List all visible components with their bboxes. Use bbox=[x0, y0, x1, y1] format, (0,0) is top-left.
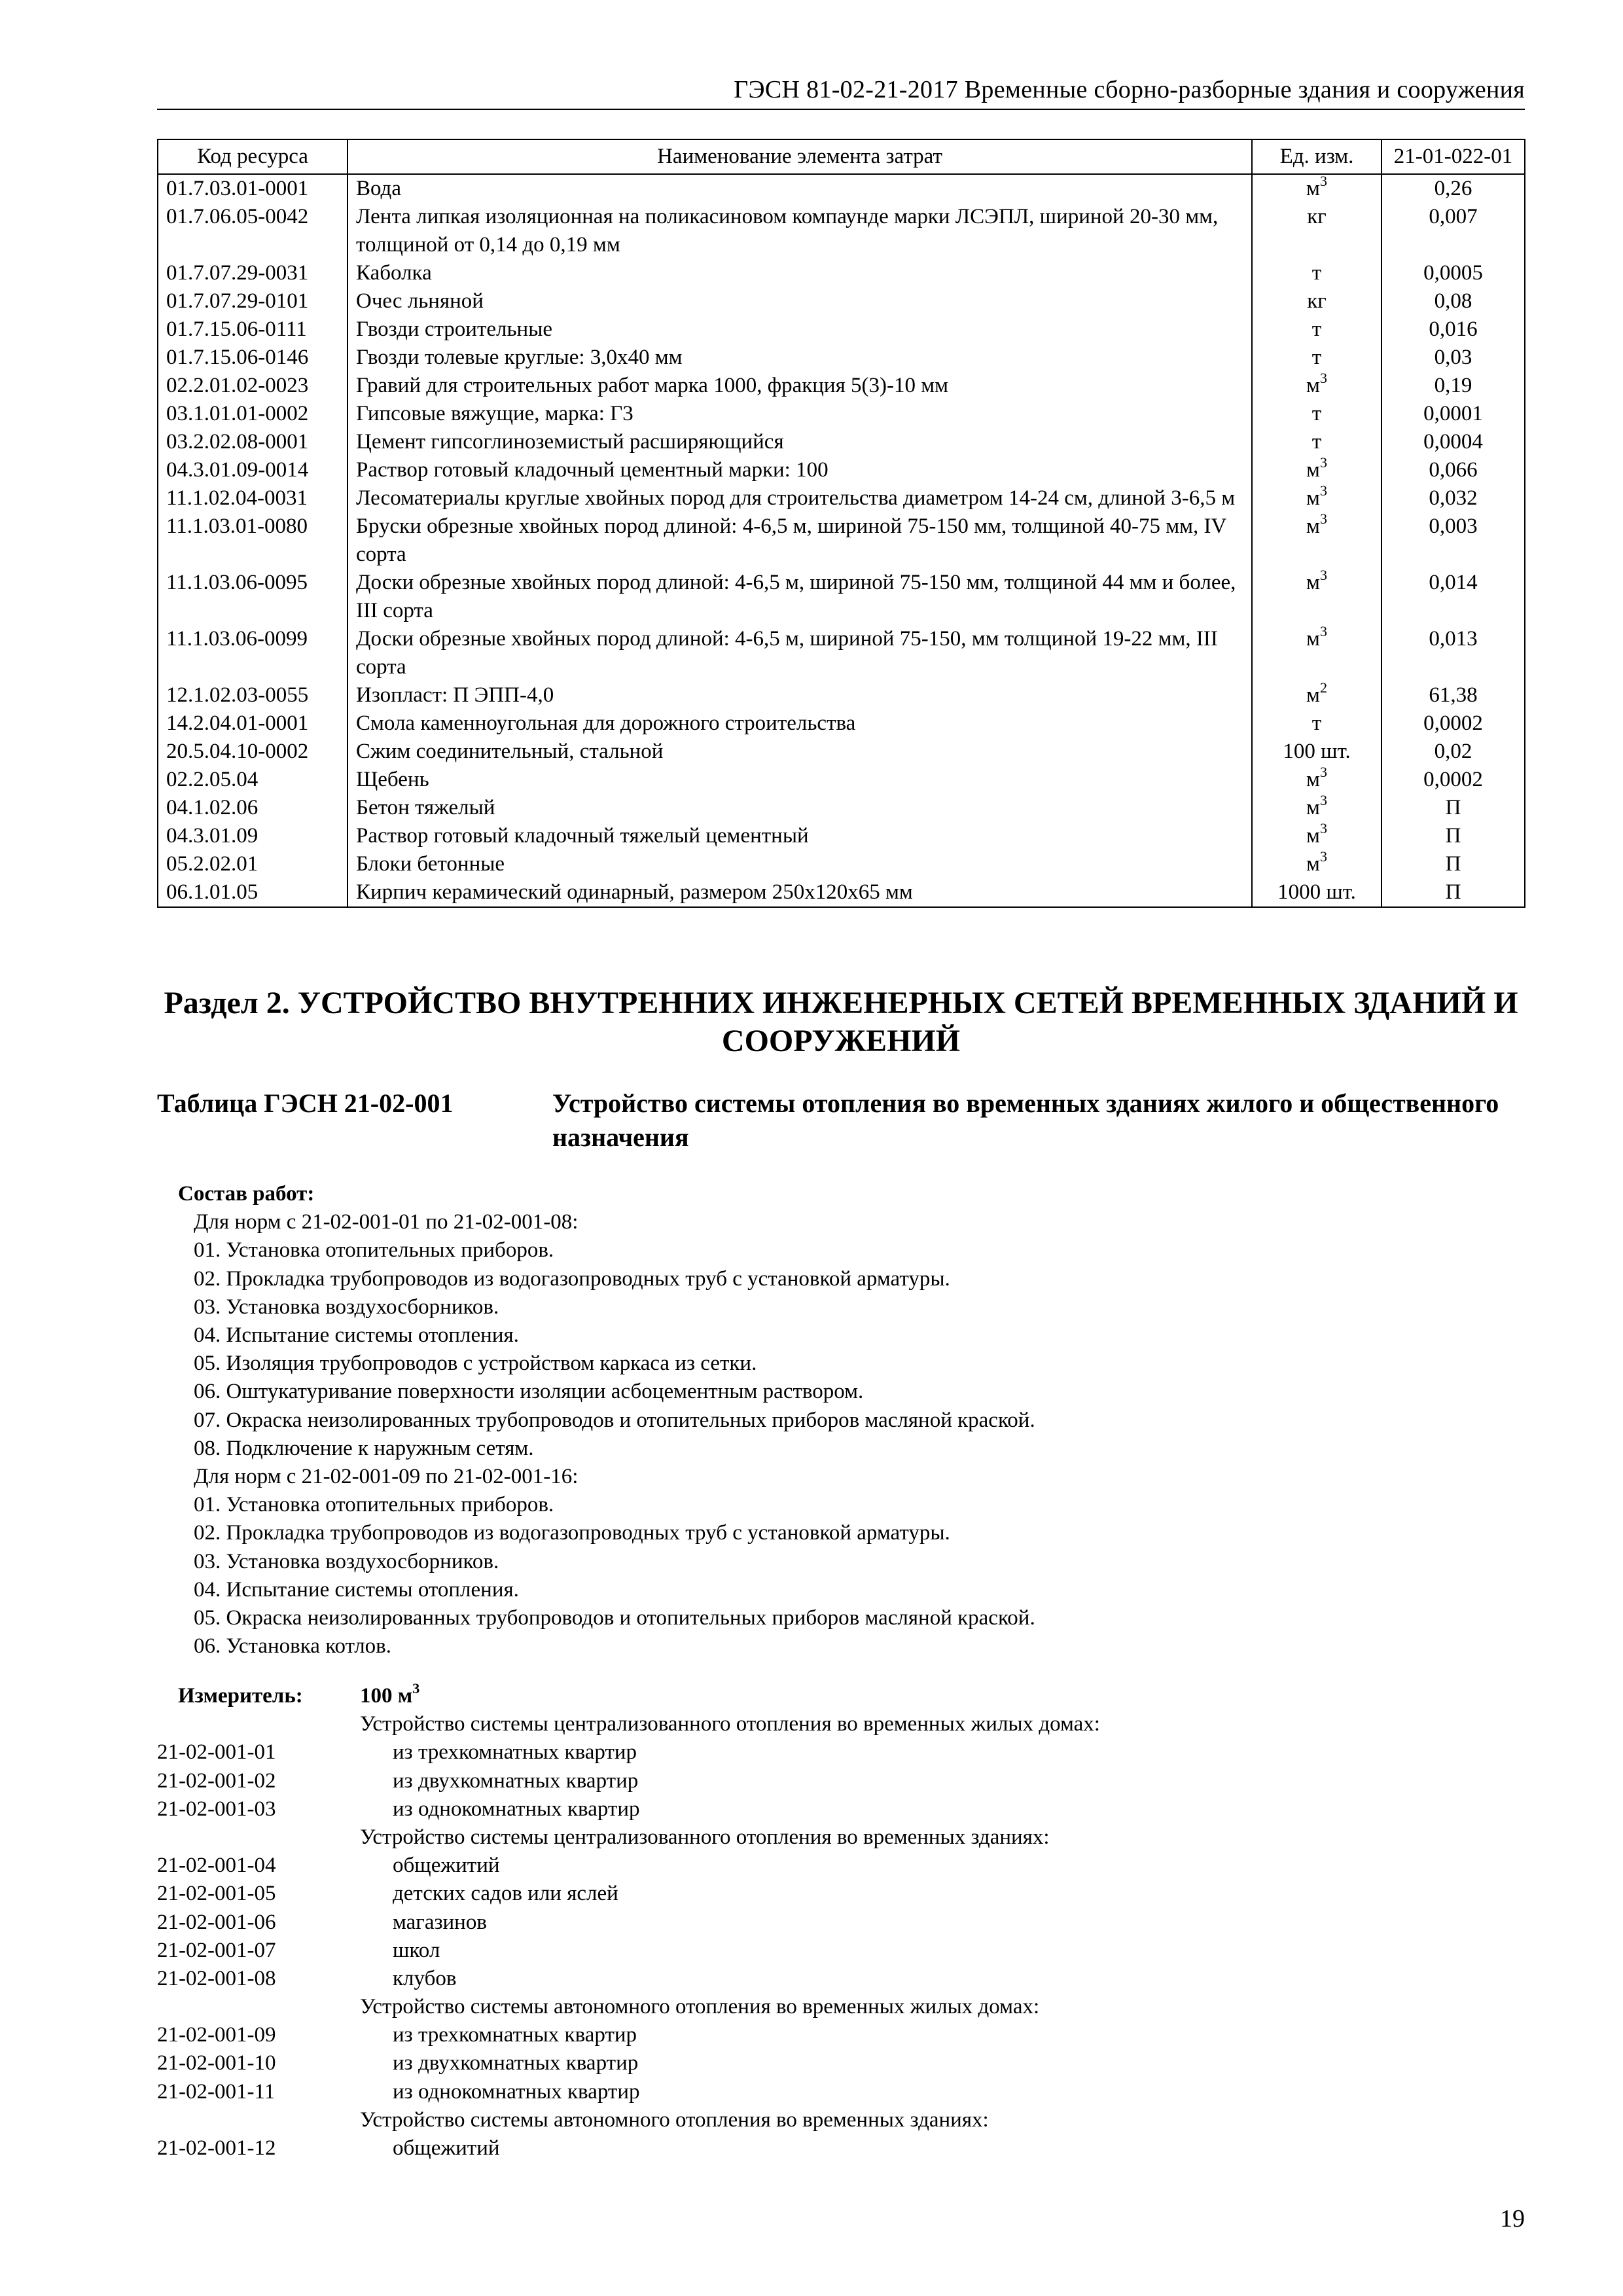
resource-unit bbox=[1252, 822, 1382, 850]
unit-text: 100 шт. bbox=[1283, 740, 1351, 763]
norm-code: 21-02-001-05 bbox=[157, 1882, 276, 1906]
resource-unit bbox=[1252, 794, 1382, 822]
works-line: 08. Подключение к наружным сетям. bbox=[194, 1436, 534, 1460]
unit-text: м bbox=[1306, 627, 1320, 651]
unit-text: т bbox=[1311, 317, 1322, 341]
resource-value: 0,032 bbox=[1382, 484, 1525, 512]
resource-name: Доски обрезные хвойных пород длиной: 4-6,5 м, шириной 75-150, мм толщиной 19-22 мм, III сорта bbox=[348, 625, 1252, 681]
norm-row bbox=[157, 1880, 1525, 1908]
norm-name: магазинов bbox=[393, 1910, 487, 1934]
resource-unit bbox=[1252, 709, 1382, 738]
resource-value: 0,066 bbox=[1382, 456, 1525, 484]
norm-name: из однокомнатных квартир bbox=[393, 2079, 640, 2104]
unit-text: м bbox=[1306, 768, 1320, 791]
norm-code: 21-02-001-10 bbox=[157, 2051, 276, 2075]
resource-name: Гвозди толевые круглые: 3,0x40 мм bbox=[348, 344, 1252, 372]
unit-text: кг bbox=[1307, 205, 1327, 228]
resource-unit bbox=[1252, 174, 1382, 203]
resource-value: П bbox=[1382, 878, 1525, 907]
norm-group-title: Устройство системы централизованного отопления во временных жилых домах: bbox=[360, 1712, 1100, 1736]
resource-name: Сжим соединительный, стальной bbox=[348, 738, 1252, 766]
resource-code: 03.1.01.01-0002 bbox=[158, 400, 348, 428]
resource-name: Раствор готовый кладочный цементный марки: 100 bbox=[348, 456, 1252, 484]
unit-text: м bbox=[1306, 177, 1320, 200]
works-line: 04. Испытание системы отопления. bbox=[194, 1577, 519, 1602]
unit-exponent: 3 bbox=[1319, 820, 1327, 836]
norm-code: 21-02-001-04 bbox=[157, 1854, 276, 1878]
resource-unit bbox=[1252, 456, 1382, 484]
resource-value: 0,0001 bbox=[1382, 400, 1525, 428]
unit-exponent: 3 bbox=[1319, 173, 1327, 189]
resource-unit bbox=[1252, 878, 1382, 907]
unit-text: т bbox=[1311, 711, 1322, 735]
resource-value: П bbox=[1382, 794, 1525, 822]
resource-name: Кирпич керамический одинарный, размером 250х120х65 мм bbox=[348, 878, 1252, 907]
table-row bbox=[158, 794, 1525, 822]
page-number: 19 bbox=[1500, 2205, 1525, 2233]
header-rule bbox=[157, 109, 1525, 110]
norm-code: 21-02-001-02 bbox=[157, 1768, 276, 1793]
unit-exponent: 3 bbox=[1319, 454, 1327, 471]
resource-code: 01.7.07.29-0101 bbox=[158, 287, 348, 315]
norm-code: 21-02-001-01 bbox=[157, 1740, 276, 1765]
resource-unit bbox=[1252, 372, 1382, 400]
resource-name: Очес льняной bbox=[348, 287, 1252, 315]
table-caption-text: Устройство системы отопления во временных зданиях жилого и общественного назначения bbox=[552, 1088, 1499, 1152]
table-row bbox=[158, 456, 1525, 484]
works-line: 01. Установка отопительных приборов. bbox=[194, 1493, 554, 1517]
table-row bbox=[158, 287, 1525, 315]
resource-value: 0,03 bbox=[1382, 344, 1525, 372]
resource-name: Лесоматериалы круглые хвойных пород для строительства диаметром 14-24 см, длиной 3-6,5 м bbox=[348, 484, 1252, 512]
unit-exponent: 3 bbox=[1319, 623, 1327, 639]
resource-value: 0,26 bbox=[1382, 174, 1525, 203]
table-row bbox=[158, 400, 1525, 428]
table-row bbox=[158, 512, 1525, 569]
resource-unit bbox=[1252, 484, 1382, 512]
norm-row bbox=[157, 1852, 1525, 1880]
norm-row bbox=[157, 1767, 1525, 1795]
col-header-unit: Ед. изм. bbox=[1252, 139, 1382, 174]
resource-code: 01.7.06.05-0042 bbox=[158, 203, 348, 259]
norm-row bbox=[157, 2078, 1525, 2106]
table-row bbox=[158, 878, 1525, 907]
resource-name: Цемент гипсоглиноземистый расширяющийся bbox=[348, 428, 1252, 456]
norm-name: школ bbox=[393, 1938, 440, 1962]
resource-name: Бруски обрезные хвойных пород длиной: 4-6,5 м, шириной 75-150 мм, толщиной 40-75 мм, IV сорта bbox=[348, 512, 1252, 569]
norm-code: 21-02-001-06 bbox=[157, 1910, 276, 1934]
unit-text: м bbox=[1306, 514, 1320, 538]
resource-unit bbox=[1252, 203, 1382, 259]
measure-section bbox=[157, 1682, 1525, 2162]
norm-row bbox=[157, 1909, 1525, 1937]
resource-value: 0,0004 bbox=[1382, 428, 1525, 456]
resource-name: Каболка bbox=[348, 259, 1252, 287]
unit-text: т bbox=[1311, 346, 1322, 369]
resource-name: Гипсовые вяжущие, марка: Г3 bbox=[348, 400, 1252, 428]
table-row bbox=[158, 766, 1525, 794]
resource-value: 0,0005 bbox=[1382, 259, 1525, 287]
works-title: Состав работ: bbox=[178, 1182, 315, 1206]
table-row bbox=[158, 174, 1525, 203]
resource-code: 02.2.01.02-0023 bbox=[158, 372, 348, 400]
unit-text: м bbox=[1306, 486, 1320, 510]
norm-code: 21-02-001-07 bbox=[157, 1938, 276, 1962]
resource-value: 0,007 bbox=[1382, 203, 1525, 259]
resource-name: Раствор готовый кладочный тяжелый цементный bbox=[348, 822, 1252, 850]
resource-code: 04.3.01.09 bbox=[158, 822, 348, 850]
resource-code: 04.3.01.09-0014 bbox=[158, 456, 348, 484]
table-row bbox=[158, 344, 1525, 372]
resource-value: 0,013 bbox=[1382, 625, 1525, 681]
resource-unit bbox=[1252, 625, 1382, 681]
resource-code: 01.7.07.29-0031 bbox=[158, 259, 348, 287]
unit-text: м bbox=[1306, 571, 1320, 594]
resource-name: Гравий для строительных работ марка 1000, фракция 5(3)-10 мм bbox=[348, 372, 1252, 400]
resource-unit bbox=[1252, 766, 1382, 794]
table-row bbox=[158, 315, 1525, 344]
resource-value: П bbox=[1382, 822, 1525, 850]
measure-label: Измеритель: bbox=[178, 1684, 303, 1708]
works-line: 05. Окраска неизолированных трубопроводов и отопительных приборов масляной краской. bbox=[194, 1606, 1035, 1630]
works-line: 05. Изоляция трубопроводов с устройством каркаса из сетки. bbox=[194, 1352, 757, 1376]
norm-code: 21-02-001-09 bbox=[157, 2023, 276, 2047]
unit-text: кг bbox=[1307, 289, 1327, 313]
running-header: ГЭСН 81-02-21-2017 Временные сборно-разборные здания и сооружения bbox=[734, 76, 1525, 103]
unit-exponent: 3 bbox=[1319, 792, 1327, 808]
resource-unit bbox=[1252, 512, 1382, 569]
resource-value: 0,19 bbox=[1382, 372, 1525, 400]
resource-name: Бетон тяжелый bbox=[348, 794, 1252, 822]
norm-row bbox=[157, 2134, 1525, 2162]
unit-exponent: 3 bbox=[1319, 848, 1327, 865]
works-line: 03. Установка воздухосборников. bbox=[194, 1549, 499, 1573]
works-line: Для норм с 21-02-001-01 по 21-02-001-08: bbox=[194, 1210, 579, 1234]
norm-name: из двухкомнатных квартир bbox=[393, 2051, 639, 2075]
resource-unit bbox=[1252, 850, 1382, 878]
resource-value: 0,02 bbox=[1382, 738, 1525, 766]
works-line: Для норм с 21-02-001-09 по 21-02-001-16: bbox=[194, 1465, 579, 1489]
works-line: 04. Испытание системы отопления. bbox=[194, 1323, 519, 1348]
norm-group-title: Устройство системы автономного отопления во временных жилых домах: bbox=[360, 1995, 1040, 2019]
resource-unit bbox=[1252, 344, 1382, 372]
resource-code: 11.1.03.01-0080 bbox=[158, 512, 348, 569]
works-composition bbox=[178, 1180, 1487, 1660]
measure-value: 100 $м^3$ bbox=[360, 1680, 420, 1708]
norm-name: общежитий bbox=[393, 1854, 500, 1878]
resource-name: Блоки бетонные bbox=[348, 850, 1252, 878]
resource-code: 01.7.15.06-0111 bbox=[158, 315, 348, 344]
resource-value: 0,0002 bbox=[1382, 709, 1525, 738]
resource-code: 11.1.03.06-0095 bbox=[158, 569, 348, 625]
norm-code: 21-02-001-12 bbox=[157, 2136, 276, 2160]
table-row bbox=[158, 259, 1525, 287]
works-line: 07. Окраска неизолированных трубопроводов и отопительных приборов масляной краской. bbox=[194, 1408, 1035, 1432]
unit-exponent: 3 bbox=[1319, 764, 1327, 780]
norm-name: из трехкомнатных квартир bbox=[393, 1740, 637, 1765]
works-line: 06. Оштукатуривание поверхности изоляции асбоцементным раствором. bbox=[194, 1380, 864, 1404]
table-header-row bbox=[158, 139, 1525, 174]
resource-unit bbox=[1252, 681, 1382, 709]
unit-text: т bbox=[1311, 430, 1322, 454]
resource-value: 0,0002 bbox=[1382, 766, 1525, 794]
resource-unit bbox=[1252, 400, 1382, 428]
resource-value: 0,016 bbox=[1382, 315, 1525, 344]
table-row bbox=[158, 625, 1525, 681]
works-line: 02. Прокладка трубопроводов из водогазопроводных труб с установкой арматуры. bbox=[194, 1521, 950, 1545]
resource-code: 12.1.02.03-0055 bbox=[158, 681, 348, 709]
col-header-value: 21-01-022-01 bbox=[1382, 139, 1525, 174]
table-row bbox=[158, 850, 1525, 878]
resource-unit bbox=[1252, 569, 1382, 625]
resource-unit bbox=[1252, 287, 1382, 315]
col-header-name: Наименование элемента затрат bbox=[348, 139, 1252, 174]
col-header-code: Код ресурса bbox=[158, 139, 348, 174]
unit-exponent: 3 bbox=[1319, 482, 1327, 499]
resource-name: Лента липкая изоляционная на поликасиновом компаунде марки ЛСЭПЛ, шириной 20-30 мм, толщиной от 0,14 до 0,19 мм bbox=[348, 203, 1252, 259]
resources-table bbox=[157, 139, 1525, 908]
works-line: 02. Прокладка трубопроводов из водогазопроводных труб с установкой арматуры. bbox=[194, 1266, 950, 1291]
unit-text: м bbox=[1306, 796, 1320, 819]
norm-name: из трехкомнатных квартир bbox=[393, 2023, 637, 2047]
norm-group-row bbox=[157, 2106, 1525, 2134]
norm-code: 21-02-001-11 bbox=[157, 2079, 276, 2104]
resource-value: 0,08 bbox=[1382, 287, 1525, 315]
norm-name: клубов bbox=[393, 1966, 457, 1990]
resource-unit bbox=[1252, 315, 1382, 344]
resource-value: 0,003 bbox=[1382, 512, 1525, 569]
norm-group-title: Устройство системы автономного отопления во временных зданиях: bbox=[360, 2108, 989, 2132]
norm-row bbox=[157, 1795, 1525, 1823]
resource-name: Доски обрезные хвойных пород длиной: 4-6,5 м, шириной 75-150 мм, толщиной 44 мм и более, III сорта bbox=[348, 569, 1252, 625]
unit-text: м bbox=[1306, 824, 1320, 848]
resource-code: 14.2.04.01-0001 bbox=[158, 709, 348, 738]
norm-group-row bbox=[157, 1993, 1525, 2021]
resource-code: 06.1.01.05 bbox=[158, 878, 348, 907]
norm-row bbox=[157, 1965, 1525, 1993]
norm-name: из двухкомнатных квартир bbox=[393, 1768, 639, 1793]
table-row bbox=[158, 822, 1525, 850]
unit-text: 1000 шт. bbox=[1277, 880, 1356, 904]
norm-group-row bbox=[157, 1823, 1525, 1852]
resource-code: 05.2.02.01 bbox=[158, 850, 348, 878]
unit-text: м bbox=[1306, 374, 1320, 397]
resource-name: Гвозди строительные bbox=[348, 315, 1252, 344]
resource-code: 11.1.03.06-0099 bbox=[158, 625, 348, 681]
unit-exponent: 3 bbox=[1319, 370, 1327, 386]
resource-name: Вода bbox=[348, 174, 1252, 203]
unit-text: м bbox=[1306, 683, 1320, 707]
resource-unit bbox=[1252, 259, 1382, 287]
table-caption-label: Таблица ГЭСН 21-02-001 bbox=[157, 1088, 454, 1118]
works-line: 01. Установка отопительных приборов. bbox=[194, 1238, 554, 1263]
unit-text: т bbox=[1311, 402, 1322, 425]
table-row bbox=[158, 569, 1525, 625]
table-row bbox=[158, 484, 1525, 512]
works-line: 03. Установка воздухосборников. bbox=[194, 1295, 499, 1319]
resource-code: 11.1.02.04-0031 bbox=[158, 484, 348, 512]
table-row bbox=[158, 372, 1525, 400]
norm-code: 21-02-001-08 bbox=[157, 1966, 276, 1990]
unit-exponent: 3 bbox=[1319, 511, 1327, 527]
norm-name: общежитий bbox=[393, 2136, 500, 2160]
unit-text: м bbox=[1306, 458, 1320, 482]
norm-row bbox=[157, 2049, 1525, 2077]
table-row bbox=[158, 738, 1525, 766]
resource-value: 61,38 bbox=[1382, 681, 1525, 709]
table-row bbox=[158, 709, 1525, 738]
resource-unit bbox=[1252, 738, 1382, 766]
norm-row bbox=[157, 2021, 1525, 2049]
norm-group-title: Устройство системы централизованного отопления во временных зданиях: bbox=[360, 1825, 1050, 1849]
unit-exponent: 2 bbox=[1319, 679, 1327, 696]
norm-name: детских садов или яслей bbox=[393, 1882, 618, 1906]
table-row bbox=[158, 203, 1525, 259]
works-line: 06. Установка котлов. bbox=[194, 1634, 392, 1659]
resource-code: 02.2.05.04 bbox=[158, 766, 348, 794]
norm-row bbox=[157, 1738, 1525, 1767]
norm-group-row bbox=[157, 1710, 1525, 1738]
norm-row bbox=[157, 1937, 1525, 1965]
resource-unit bbox=[1252, 428, 1382, 456]
unit-text: т bbox=[1311, 261, 1322, 285]
resource-code: 01.7.15.06-0146 bbox=[158, 344, 348, 372]
norm-name: из однокомнатных квартир bbox=[393, 1797, 640, 1821]
resource-value: 0,014 bbox=[1382, 569, 1525, 625]
resource-code: 20.5.04.10-0002 bbox=[158, 738, 348, 766]
unit-text: м bbox=[1306, 852, 1320, 876]
resource-value: П bbox=[1382, 850, 1525, 878]
resource-name: Щебень bbox=[348, 766, 1252, 794]
resource-code: 01.7.03.01-0001 bbox=[158, 174, 348, 203]
resource-name: Смола каменноугольная для дорожного строительства bbox=[348, 709, 1252, 738]
section-title: Раздел 2. УСТРОЙСТВО ВНУТРЕННИХ ИНЖЕНЕРНЫХ СЕТЕЙ ВРЕМЕННЫХ ЗДАНИЙ И СООРУЖЕНИЙ bbox=[164, 986, 1518, 1058]
table-row bbox=[158, 428, 1525, 456]
unit-exponent: 3 bbox=[1319, 567, 1327, 583]
resource-name: Изопласт: П ЭПП-4,0 bbox=[348, 681, 1252, 709]
table-row bbox=[158, 681, 1525, 709]
resource-code: 03.2.02.08-0001 bbox=[158, 428, 348, 456]
resource-code: 04.1.02.06 bbox=[158, 794, 348, 822]
norm-code: 21-02-001-03 bbox=[157, 1797, 276, 1821]
